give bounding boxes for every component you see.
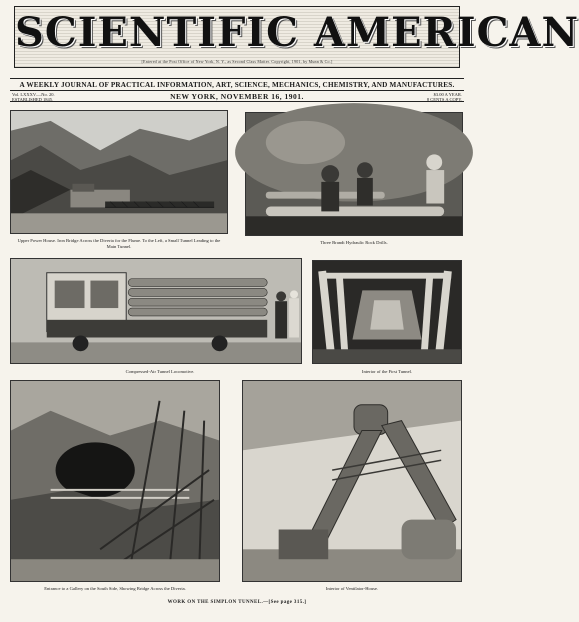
footer-title: WORK ON THE SIMPLON TUNNEL.—[See page 315.] (167, 600, 307, 605)
locomotive-caption: Compressed-Air Tunnel Locomotive. (125, 369, 195, 374)
volume-number: Vol. LXXXV.—No. 20. (12, 92, 55, 97)
ventilator-house-caption: Interior of Ventilator-House. (325, 586, 379, 591)
established: ESTABLISHED 1845. (12, 97, 54, 102)
first-tunnel-photo (312, 260, 462, 364)
rock-drills-photo (245, 112, 463, 236)
gallery-entrance-photo (10, 380, 220, 582)
rock-drills-caption: Three Brandt Hydraulic Rock Drills. (320, 240, 388, 245)
price-info (427, 92, 462, 102)
power-house-caption: Upper Power House. Iron Bridge Across the Diveria for the Flume. To the Left, a Small Tunnel Leading to the Main Tunnel. (17, 238, 221, 249)
city-date: NEW YORK, NOVEMBER 16, 1901. (170, 92, 304, 101)
dateline (10, 90, 464, 102)
locomotive-photo (10, 258, 302, 364)
price-year: $3.00 A YEAR. (433, 92, 462, 97)
ventilator-house-photo (242, 380, 462, 582)
locomotive-illustration (11, 259, 301, 363)
tagline: A WEEKLY JOURNAL OF PRACTICAL INFORMATION, ART, SCIENCE, MECHANICS, CHEMISTRY, AND MANUFACTURES. (10, 78, 464, 89)
power-house-photo (10, 110, 228, 234)
masthead-notice: [Entered at the Post Office of New York, N. Y., as Second Class Matter. Copyright, 1901, by Munn & Co.] (141, 59, 333, 64)
ventilator-house-illustration (243, 381, 461, 581)
rock-drills-illustration (246, 113, 462, 235)
masthead (14, 6, 579, 68)
price-copy: 8 CENTS A COPY. (426, 97, 462, 102)
first-tunnel-illustration (313, 261, 461, 363)
first-tunnel-caption: Interior of the First Tunnel. (361, 369, 413, 374)
gallery-entrance-illustration (11, 381, 219, 581)
masthead-title: SCIENTIFIC AMERICAN (15, 9, 579, 56)
gallery-entrance-caption: Entrance to a Gallery on the South Side, Showing Bridge Across the Diveria. (44, 586, 186, 591)
power-house-illustration (11, 111, 227, 233)
